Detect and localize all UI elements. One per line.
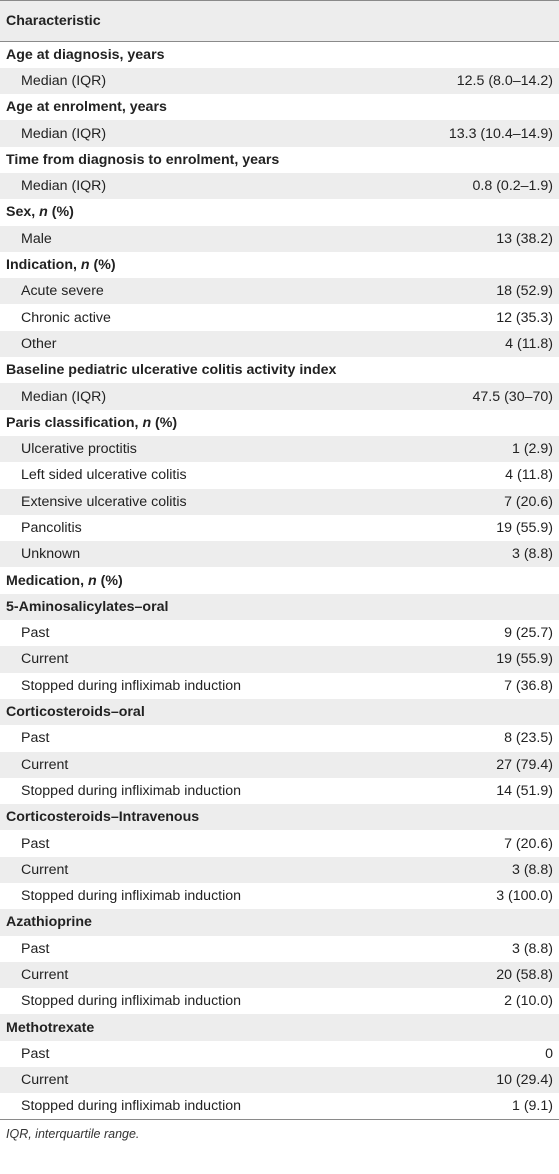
group-label: Indication, n (%)	[6, 257, 116, 274]
row-value: 19 (55.9)	[496, 519, 553, 536]
group-label: Age at diagnosis, years	[6, 46, 165, 63]
row-label: Ulcerative proctitis	[21, 441, 137, 458]
row-value: 9 (25.7)	[504, 625, 553, 642]
row-label: Acute severe	[21, 283, 104, 300]
row-label: Extensive ulcerative colitis	[21, 493, 187, 510]
row-value	[421, 252, 559, 278]
group-label: Time from diagnosis to enrolment, years	[6, 151, 280, 168]
row-label: Past	[21, 1045, 50, 1062]
table-row	[0, 173, 559, 199]
table-row	[0, 988, 559, 1014]
table-row	[0, 830, 559, 856]
row-value: 12.5 (8.0–14.2)	[456, 72, 553, 89]
group-label: Corticosteroids–Intravenous	[6, 809, 200, 826]
table-row	[0, 541, 559, 567]
table-group-row	[0, 1014, 559, 1040]
table-row	[0, 278, 559, 304]
row-value: 20 (58.8)	[496, 967, 553, 984]
row-value: 19 (55.9)	[496, 651, 553, 668]
row-value	[421, 410, 559, 436]
row-value: 27 (79.4)	[496, 756, 553, 773]
row-label: Median (IQR)	[21, 388, 107, 405]
table-row	[0, 962, 559, 988]
table-group-row	[0, 252, 559, 278]
table-row	[0, 304, 559, 330]
italic-n-symbol: n	[39, 204, 48, 221]
row-label: Past	[21, 625, 50, 642]
row-label: Stopped during infliximab induction	[21, 782, 242, 799]
group-label: Methotrexate	[6, 1019, 95, 1036]
table-row	[0, 68, 559, 94]
table-row	[0, 1093, 559, 1119]
table-row	[0, 226, 559, 252]
table-group-row	[0, 94, 559, 120]
row-label: Pancolitis	[21, 519, 82, 536]
row-value	[421, 594, 559, 620]
row-label: Stopped during infliximab induction	[21, 993, 242, 1010]
row-value: 4 (11.8)	[505, 467, 553, 484]
table-row	[0, 883, 559, 909]
row-value: 18 (52.9)	[496, 283, 553, 300]
table-row	[0, 331, 559, 357]
table-row	[0, 936, 559, 962]
row-value: 8 (23.5)	[504, 730, 553, 747]
row-label: Past	[21, 940, 50, 957]
row-label: Left sided ulcerative colitis	[21, 467, 187, 484]
row-label: Current	[21, 967, 69, 984]
row-value	[421, 804, 559, 830]
row-value	[421, 199, 559, 225]
row-label: Current	[21, 756, 69, 773]
row-label: Past	[21, 835, 50, 852]
row-label: Stopped during infliximab induction	[0, 1093, 421, 1119]
row-label: Stopped during infliximab induction	[21, 677, 242, 694]
table-body	[0, 42, 559, 1120]
row-label: Other	[21, 335, 57, 352]
row-value: 12 (35.3)	[496, 309, 553, 326]
table-group-row	[0, 42, 559, 68]
row-value: 13.3 (10.4–14.9)	[448, 125, 553, 142]
table-row	[0, 1041, 559, 1067]
table-group-row	[0, 594, 559, 620]
row-value: 7 (36.8)	[504, 677, 553, 694]
table-row	[0, 515, 559, 541]
table-group-row	[0, 909, 559, 935]
group-label: Azathioprine	[6, 914, 92, 931]
row-label: Current	[21, 651, 69, 668]
row-value: 3 (8.8)	[511, 940, 553, 957]
table-header	[0, 1, 559, 42]
group-label: Corticosteroids–oral	[6, 704, 145, 721]
row-value: 7 (20.6)	[504, 493, 553, 510]
row-value: 3 (8.8)	[511, 861, 553, 878]
row-value: 7 (20.6)	[504, 835, 553, 852]
table-group-row	[0, 567, 559, 593]
table-group-row	[0, 147, 559, 173]
group-label: Age at enrolment, years	[6, 99, 167, 116]
table-group-row	[0, 199, 559, 225]
row-label: Median (IQR)	[21, 125, 107, 142]
row-value: 14 (51.9)	[496, 782, 553, 799]
group-label: Baseline pediatric ulcerative colitis activity index	[6, 362, 337, 379]
table-row	[0, 383, 559, 409]
column-header-characteristic: Characteristic	[0, 1, 559, 42]
row-value: 2 (10.0)	[504, 993, 553, 1010]
row-value: 0	[545, 1045, 553, 1062]
italic-n-symbol: n	[87, 572, 97, 589]
row-value: 3 (100.0)	[496, 888, 553, 905]
row-value	[421, 94, 559, 120]
table-row	[0, 489, 559, 515]
row-label: Stopped during infliximab induction	[21, 888, 242, 905]
table-group-row	[0, 699, 559, 725]
row-value: 0.8 (0.2–1.9)	[472, 178, 553, 195]
table-row	[0, 620, 559, 646]
table-row	[0, 673, 559, 699]
row-label: Current	[21, 861, 69, 878]
table-group-row	[0, 804, 559, 830]
table-header-row	[0, 1, 559, 42]
row-value: 3 (8.8)	[511, 546, 553, 563]
row-value	[421, 1014, 559, 1040]
row-label: Current	[21, 1072, 69, 1089]
table-row	[0, 462, 559, 488]
row-label: Unknown	[21, 546, 81, 563]
row-label: Chronic active	[21, 309, 111, 326]
row-value: 10 (29.4)	[496, 1072, 553, 1089]
group-label: Medication, n (%)	[6, 572, 123, 589]
table-group-row	[0, 410, 559, 436]
table-row	[0, 778, 559, 804]
group-label: Sex, n (%)	[6, 204, 74, 221]
table-row	[0, 436, 559, 462]
row-value: 4 (11.8)	[505, 335, 553, 352]
table-row	[0, 725, 559, 751]
row-label: Median (IQR)	[21, 72, 107, 89]
table-row	[0, 646, 559, 672]
table-group-row	[0, 357, 559, 383]
row-label: Median (IQR)	[21, 178, 107, 195]
row-value: 1 (2.9)	[511, 441, 553, 458]
row-value	[421, 909, 559, 935]
row-value: 13 (38.2)	[496, 230, 553, 247]
row-value	[421, 699, 559, 725]
table-row	[0, 1067, 559, 1093]
italic-n-symbol: n	[80, 257, 90, 274]
row-value	[421, 42, 559, 68]
table-footnote: IQR, interquartile range.	[6, 1127, 140, 1142]
row-value	[421, 147, 559, 173]
row-value	[421, 567, 559, 593]
italic-n-symbol: n	[142, 414, 152, 431]
table-row	[0, 120, 559, 146]
table-row	[0, 857, 559, 883]
row-value	[421, 357, 559, 383]
row-value: 1 (9.1)	[421, 1093, 559, 1119]
row-label: Male	[21, 230, 52, 247]
group-label: Paris classification, n (%)	[6, 414, 178, 431]
group-label: 5-Aminosalicylates–oral	[6, 598, 169, 615]
row-label: Past	[21, 730, 50, 747]
table-row	[0, 752, 559, 778]
row-value: 47.5 (30–70)	[472, 388, 553, 405]
